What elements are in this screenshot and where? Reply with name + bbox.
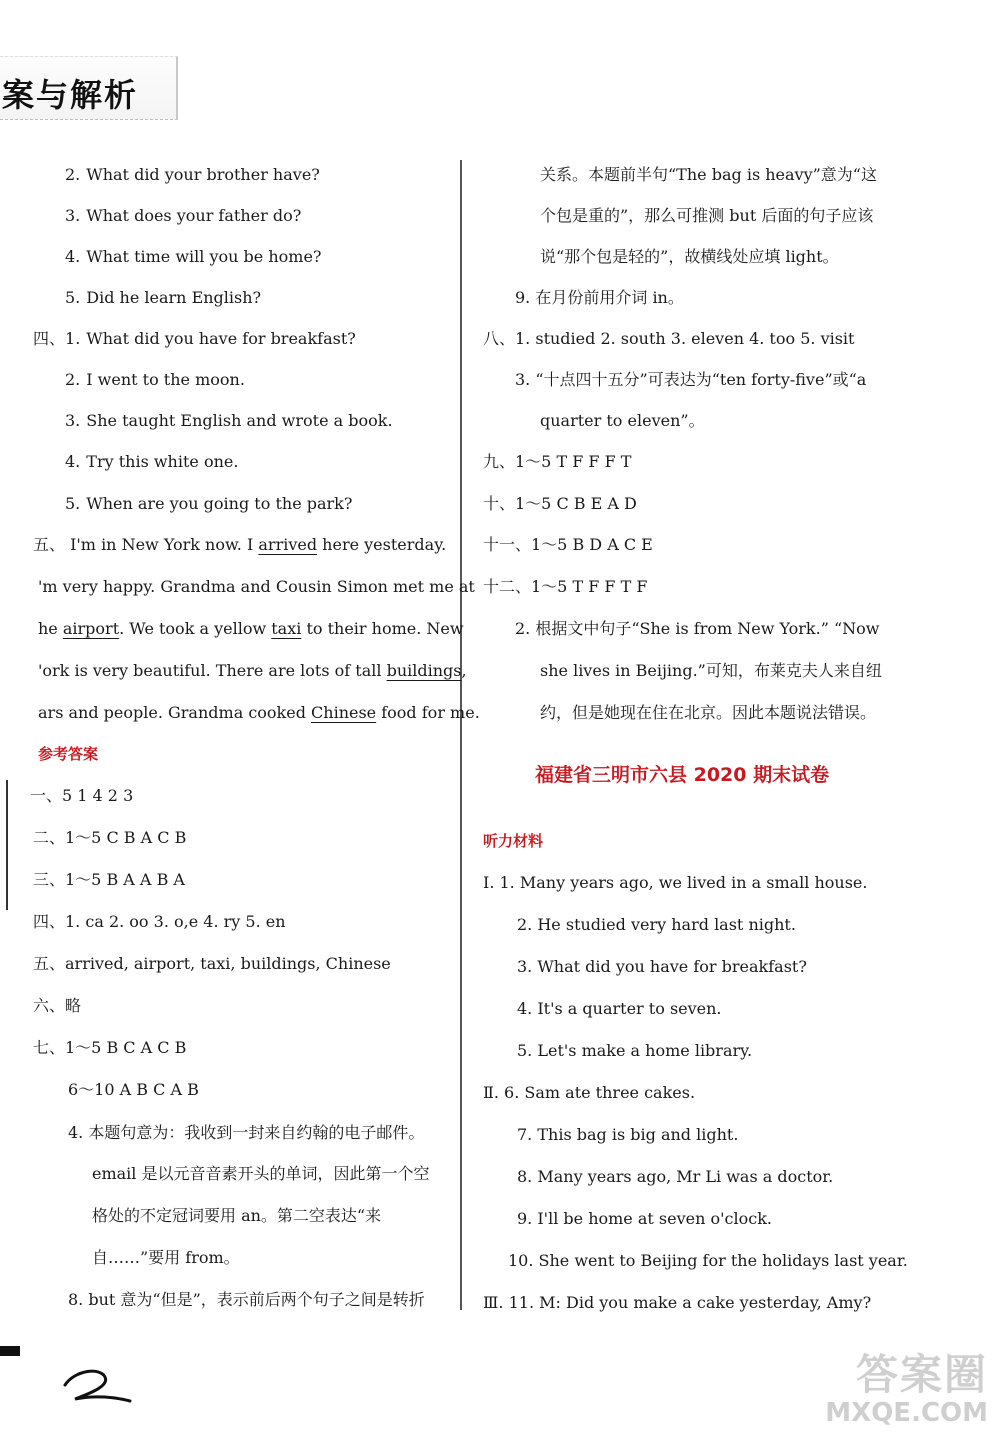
left-line: 3. What does your father do? [65, 206, 302, 225]
answer-underline: arrived [258, 535, 318, 554]
right-line: 3. “十点四十五分”可表达为“ten forty-five”或“a [515, 370, 867, 389]
left-line: 2. I went to the moon. [65, 370, 245, 389]
left-line: 四、1. What did you have for breakfast? [33, 329, 356, 348]
answer-underline: taxi [271, 619, 302, 638]
answer-underline: buildings [386, 661, 462, 680]
listening-line: Ⅱ. 6. Sam ate three cakes. [483, 1083, 696, 1102]
listening-line: 7. This bag is big and light. [517, 1125, 739, 1144]
note-line: 4. 本题句意为：我收到一封来自约翰的电子邮件。 [68, 1123, 425, 1142]
passage-line: 'ork is very beautiful. There are lots of tall buildings, [38, 661, 467, 680]
answer-line: 一、5 1 4 2 3 [30, 786, 134, 805]
listening-line: Ⅲ. 11. M: Did you make a cake yesterday, Amy? [483, 1293, 872, 1312]
answer-line: 七、1～5 B C A C B [33, 1038, 187, 1057]
listening-line: 2. He studied very hard last night. [517, 915, 796, 934]
right-line: she lives in Beijing.”可知，布莱克夫人来自纽 [540, 661, 882, 680]
exam-title: 福建省三明市六县 2020 期末试卷 [535, 764, 830, 786]
right-line: 个包是重的”，那么可推测 but 后面的句子应该 [540, 206, 874, 225]
column-divider [460, 160, 462, 1310]
note-line: 格处的不定冠词要用 an。第二空表达“来 [92, 1206, 382, 1225]
answer-line: 五、arrived, airport, taxi, buildings, Chinese [33, 954, 391, 973]
left-line: 5. Did he learn English? [65, 288, 262, 307]
left-line: 4. Try this white one. [65, 452, 239, 471]
listening-line: 9. I'll be home at seven o'clock. [517, 1209, 772, 1228]
listening-line: 10. She went to Beijing for the holidays last year. [508, 1251, 908, 1270]
answer-line: 6～10 A B C A B [68, 1080, 199, 1099]
watermark [758, 1352, 988, 1432]
passage-line: 'm very happy. Grandma and Cousin Simon met me at [38, 577, 475, 596]
right-line: 十一、1～5 B D A C E [483, 535, 653, 554]
listening-line: 5. Let's make a home library. [517, 1041, 753, 1060]
answer-line: 二、1～5 C B A C B [33, 828, 187, 847]
listening-line: Ⅰ. 1. Many years ago, we lived in a small house. [483, 873, 868, 892]
right-line: 十二、1～5 T F F T F [483, 577, 648, 596]
margin-mark [6, 780, 8, 910]
answer-line: 六、略 [33, 996, 82, 1015]
answer-line: 四、1. ca 2. oo 3. o,e 4. ry 5. en [33, 912, 286, 931]
left-line: 2. What did your brother have? [65, 165, 320, 184]
right-line: 2. 根据文中句子“She is from New York.” “Now [515, 619, 880, 638]
answer-underline: airport [62, 619, 120, 638]
note-line: 自……”要用 from。 [92, 1248, 240, 1267]
right-line: 说“那个包是轻的”，故横线处应填 light。 [540, 247, 839, 266]
right-line: 八、1. studied 2. south 3. eleven 4. too 5. visit [483, 329, 855, 348]
listening-line: 3. What did you have for breakfast? [517, 957, 807, 976]
note-line: 8. but 意为“但是”，表示前后两个句子之间是转折 [68, 1290, 425, 1309]
right-line: 关系。本题前半句“The bag is heavy”意为“这 [540, 165, 877, 184]
note-line: email 是以元音音素开头的单词，因此第一个空 [92, 1164, 430, 1183]
right-line: 九、1～5 T F F F T [483, 452, 632, 471]
passage-line: he airport. We took a yellow taxi to their home. New [38, 619, 464, 638]
right-line: quarter to eleven”。 [540, 411, 705, 430]
answer-underline: Chinese [311, 703, 377, 722]
passage-line: ars and people. Grandma cooked Chinese food for me. [38, 703, 480, 722]
listening-heading: 听力材料 [483, 832, 544, 850]
left-line: 4. What time will you be home? [65, 247, 322, 266]
listening-line: 4. It's a quarter to seven. [517, 999, 722, 1018]
page-header-title: 案与解析 [2, 76, 139, 114]
right-line: 约，但是她现在住在北京。因此本题说法错误。 [540, 703, 877, 722]
passage-line: 五、 I'm in New York now. I arrived here yesterday. [33, 535, 447, 554]
right-line: 十、1～5 C B E A D [483, 494, 637, 513]
right-line: 9. 在月份前用介词 in。 [515, 288, 684, 307]
left-line: 5. When are you going to the park? [65, 494, 353, 513]
left-line: 3. She taught English and wrote a book. [65, 411, 393, 430]
watermark-logo: 答案圈 [855, 1350, 988, 1399]
handwritten-mark-icon [60, 1365, 140, 1405]
answers-heading: 参考答案 [38, 745, 99, 763]
page-edge-mark [0, 1346, 20, 1356]
answer-line: 三、1～5 B A A B A [33, 870, 185, 889]
listening-line: 8. Many years ago, Mr Li was a doctor. [517, 1167, 834, 1186]
watermark-url: MXQE.COM [825, 1398, 988, 1428]
